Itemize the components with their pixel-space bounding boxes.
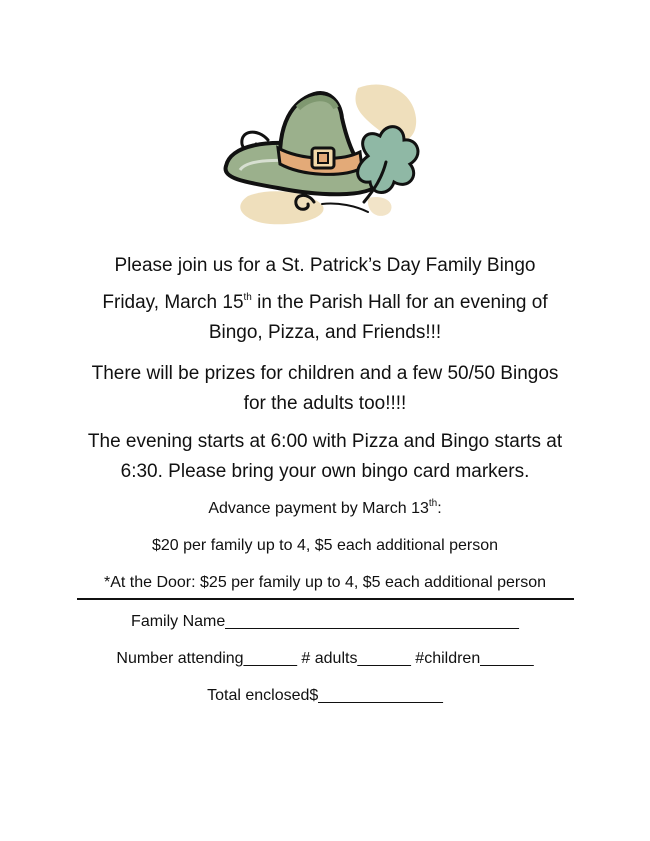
date-location-text: in the Parish Hall for an evening of [251,292,548,313]
date-line [0,288,650,318]
time-line-1: The evening starts at 6:00 with Pizza and Bingo starts at [87,431,563,452]
date-text: Friday, March 15 [102,292,244,313]
advance-ordinal: th [428,497,438,509]
door-price-line: *At the Door: $25 per family up to 4, $5 each additional person [103,574,547,591]
family-name-field: Family Name_________________________________ [131,613,519,630]
leprechaun-hat-shamrock-icon [218,78,424,230]
date-ordinal: th [243,291,252,303]
activities-line: Bingo, Pizza, and Friends!!! [208,322,442,343]
time-line-2: 6:30. Please bring your own bingo card markers. [120,461,530,482]
total-enclosed-field: Total enclosed$______________ [207,687,443,704]
invite-line: Please join us for a St. Patrick’s Day Family Bingo [114,255,536,276]
advance-colon: : [437,500,442,517]
advance-payment-text: Advance payment by March 13 [208,500,429,517]
advance-price-line: $20 per family up to 4, $5 each additional person [151,537,498,554]
prizes-line-2: for the adults too!!!! [243,393,407,414]
prizes-line-1: There will be prizes for children and a few 50/50 Bingos [91,363,559,384]
number-attending-field: Number attending______ # adults______ #children______ [116,650,534,667]
divider-line [77,598,574,600]
advance-payment-line [0,498,650,520]
